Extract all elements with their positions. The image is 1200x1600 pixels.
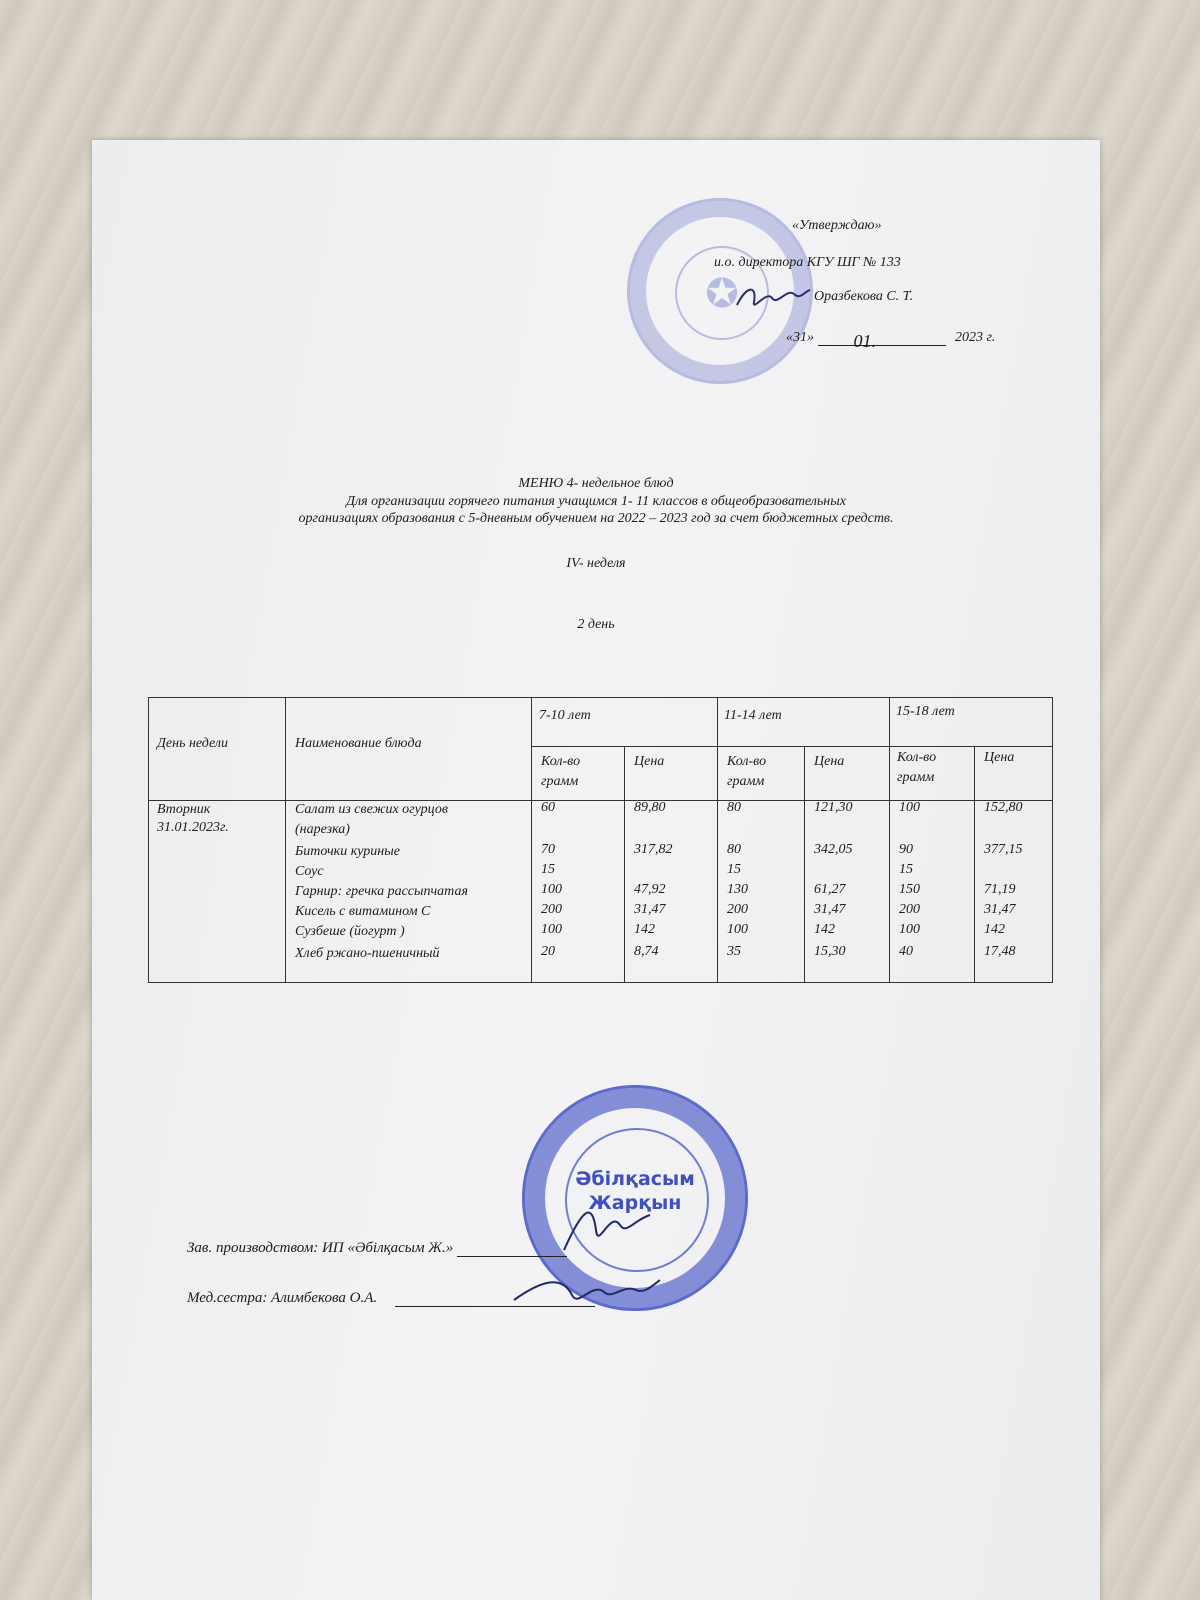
production-signature <box>562 1200 652 1260</box>
price-15-18-value: 152,80 <box>984 800 1023 815</box>
table-divider <box>974 746 975 982</box>
approval-date-month <box>818 331 946 351</box>
menu-subtitle-line1: Для организации горячего питания учащимся 1- 11 классов в общеобразовательных <box>346 494 846 509</box>
qty-7-10-value: 70 <box>541 842 555 857</box>
price-7-10-value: 142 <box>634 922 655 937</box>
header-qty-2: Кол-во <box>727 754 767 769</box>
day-weekday: Вторник <box>157 802 211 817</box>
menu-table <box>148 697 1053 983</box>
price-15-18-value: 142 <box>984 922 1005 937</box>
qty-7-10-value: 100 <box>541 882 562 897</box>
seal-name-line2: Жарқын <box>588 1192 682 1214</box>
qty-11-14-value: 35 <box>727 944 741 959</box>
header-qty-1: Кол-во <box>541 754 581 769</box>
header-age-7-10: 7-10 лет <box>539 708 591 723</box>
qty-7-10-value: 15 <box>541 862 555 877</box>
price-11-14-value: 121,30 <box>814 800 853 815</box>
approval-date <box>786 330 996 351</box>
header-dish-name: Наименование блюда <box>295 736 422 751</box>
header-age-15-18: 15-18 лет <box>896 704 955 719</box>
dish-name-cont: (нарезка) <box>295 822 350 837</box>
price-15-18-value: 17,48 <box>984 944 1016 959</box>
dish-name: Гарнир: гречка рассыпчатая <box>295 884 468 899</box>
approval-name: Оразбекова С. Т. <box>814 289 914 304</box>
menu-subtitle-line2: организациях образования с 5-дневным обучением на 2022 – 2023 год за счет бюджетных средств. <box>298 511 894 526</box>
price-15-18-value: 377,15 <box>984 842 1023 857</box>
document-page <box>92 140 1100 1600</box>
qty-11-14-value: 200 <box>727 902 748 917</box>
production-manager <box>187 1240 567 1257</box>
qty-15-18-value: 150 <box>899 882 920 897</box>
price-15-18-value: 31,47 <box>984 902 1016 917</box>
price-7-10-value: 47,92 <box>634 882 666 897</box>
price-11-14-value: 61,27 <box>814 882 846 897</box>
dish-name: Соус <box>295 864 324 879</box>
nurse-signature <box>512 1270 662 1315</box>
header-qty-3-unit: грамм <box>897 770 935 785</box>
menu-title: МЕНЮ 4- недельное блюд <box>518 476 674 491</box>
price-11-14-value: 15,30 <box>814 944 846 959</box>
approval-position: и.о. директора КГУ ШГ № 133 <box>714 255 901 270</box>
table-divider <box>889 698 890 982</box>
seal-name-line1: Әбілқасым <box>575 1168 695 1190</box>
qty-7-10-value: 60 <box>541 800 555 815</box>
header-age-11-14: 11-14 лет <box>724 708 782 723</box>
approval-year: 2023 г. <box>955 330 996 345</box>
qty-11-14-value: 80 <box>727 800 741 815</box>
state-emblem-icon: ✪ <box>675 246 769 340</box>
qty-11-14-value: 130 <box>727 882 748 897</box>
price-7-10-value: 31,47 <box>634 902 666 917</box>
price-7-10-value: 317,82 <box>634 842 673 857</box>
price-11-14-value: 342,05 <box>814 842 853 857</box>
header-price-3: Цена <box>984 750 1015 765</box>
qty-11-14-value: 80 <box>727 842 741 857</box>
dish-name: Биточки куриные <box>295 844 400 859</box>
qty-11-14-value: 15 <box>727 862 741 877</box>
header-qty-1-unit: грамм <box>541 774 579 789</box>
qty-15-18-value: 100 <box>899 922 920 937</box>
production-manager-text: Зав. производством: ИП «Әбілқасым Ж.» <box>187 1240 454 1256</box>
price-7-10-value: 8,74 <box>634 944 659 959</box>
dish-name: Салат из свежих огурцов <box>295 802 448 817</box>
approval-heading: «Утверждаю» <box>792 218 882 233</box>
qty-15-18-value: 90 <box>899 842 913 857</box>
price-15-18-value: 71,19 <box>984 882 1016 897</box>
qty-7-10-value: 100 <box>541 922 562 937</box>
table-divider <box>285 698 286 982</box>
week-label: IV- неделя <box>566 556 626 571</box>
header-price-1: Цена <box>634 754 665 769</box>
qty-7-10-value: 20 <box>541 944 555 959</box>
price-11-14-value: 31,47 <box>814 902 846 917</box>
approval-date-day: «31» <box>786 330 814 345</box>
nurse-text: Мед.сестра: Алимбекова О.А. <box>187 1290 378 1306</box>
day-date: 31.01.2023г. <box>157 820 229 835</box>
dish-name: Сузбеше (йогурт ) <box>295 924 405 939</box>
approval-month-text: 01. <box>853 331 876 351</box>
price-11-14-value: 142 <box>814 922 835 937</box>
table-divider <box>717 698 718 982</box>
table-divider <box>531 746 1052 747</box>
header-day-of-week: День недели <box>157 736 228 751</box>
header-price-2: Цена <box>814 754 845 769</box>
price-7-10-value: 89,80 <box>634 800 666 815</box>
table-divider <box>804 746 805 982</box>
table-divider <box>624 746 625 982</box>
dish-name: Хлеб ржано-пшеничный <box>295 946 440 961</box>
signature-line <box>457 1242 567 1257</box>
qty-15-18-value: 40 <box>899 944 913 959</box>
qty-15-18-value: 100 <box>899 800 920 815</box>
qty-15-18-value: 15 <box>899 862 913 877</box>
day-label: 2 день <box>577 617 615 632</box>
dish-name: Кисель с витамином С <box>295 904 431 919</box>
qty-7-10-value: 200 <box>541 902 562 917</box>
header-qty-2-unit: грамм <box>727 774 765 789</box>
qty-11-14-value: 100 <box>727 922 748 937</box>
qty-15-18-value: 200 <box>899 902 920 917</box>
header-qty-3: Кол-во <box>897 750 937 765</box>
director-signature <box>732 280 812 320</box>
table-divider <box>531 698 532 982</box>
